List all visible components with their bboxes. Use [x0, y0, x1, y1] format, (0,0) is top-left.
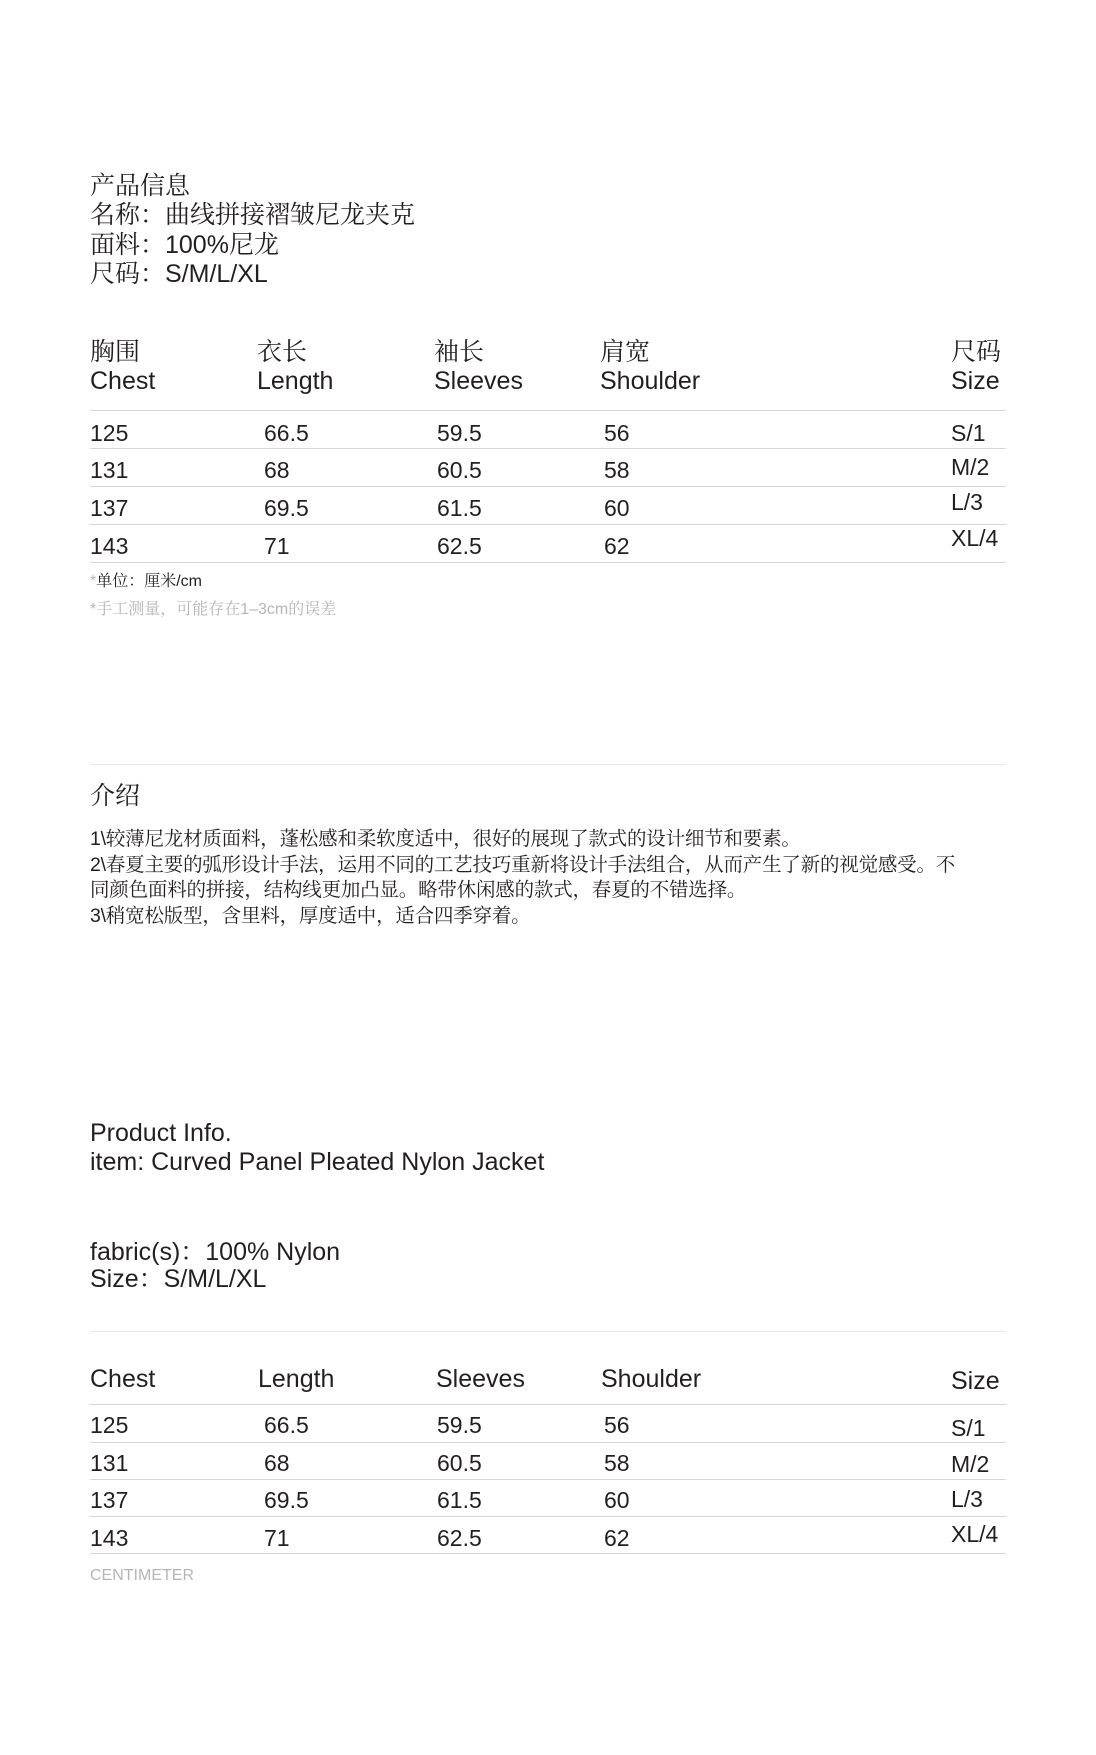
row-divider: [90, 448, 1006, 449]
cell-chest: 137: [90, 1487, 129, 1513]
cell-size: L/3: [951, 1486, 983, 1512]
row-divider: [90, 1553, 1006, 1554]
cell-chest: 143: [90, 1525, 129, 1551]
cell-sleeves: 62.5: [437, 533, 482, 559]
en-info-heading: Product Info.: [90, 1119, 232, 1147]
cell-size: M/2: [951, 1451, 990, 1477]
cn-info-size: 尺码：S/M/L/XL: [90, 260, 268, 288]
row-divider: [90, 1479, 1006, 1480]
row-divider: [90, 1516, 1006, 1517]
cell-chest: 131: [90, 1450, 129, 1476]
en-header-sleeves: Sleeves: [436, 1365, 525, 1393]
en-header-chest: Chest: [90, 1365, 156, 1393]
cell-length: 69.5: [264, 1487, 309, 1513]
cell-sleeves: 62.5: [437, 1525, 482, 1551]
cell-length: 71: [264, 533, 290, 559]
cell-chest: 143: [90, 533, 129, 559]
cn-header-shoulder-en: Shoulder: [600, 367, 701, 395]
cn-header-sleeves-en: Sleeves: [434, 367, 523, 395]
row-divider: [90, 562, 1006, 563]
cn-info-fabric: 面料：100%尼龙: [90, 231, 279, 259]
cell-shoulder: 58: [604, 1450, 630, 1476]
en-info-item: item: Curved Panel Pleated Nylon Jacket: [90, 1148, 545, 1176]
cn-header-chest-cn: 胸围: [90, 338, 141, 366]
cell-length: 71: [264, 1525, 290, 1551]
cell-sleeves: 60.5: [437, 457, 482, 483]
en-header-shoulder: Shoulder: [601, 1365, 702, 1393]
intro-heading: 介绍: [90, 782, 141, 810]
cell-length: 69.5: [264, 495, 309, 521]
cell-shoulder: 60: [604, 1487, 630, 1513]
cell-chest: 125: [90, 1412, 129, 1438]
en-table-rule: [90, 1404, 1006, 1405]
unit-caption: CENTIMETER: [90, 1567, 194, 1584]
cell-sleeves: 59.5: [437, 420, 482, 446]
cn-info-heading: 产品信息: [90, 172, 191, 200]
cell-size: S/1: [951, 1415, 986, 1441]
intro-line-4: 3\稍宽松版型，含里料，厚度适中，适合四季穿着。: [90, 905, 531, 927]
cn-header-shoulder-cn: 肩宽: [600, 338, 651, 366]
cell-size: XL/4: [951, 525, 999, 551]
cell-shoulder: 58: [604, 457, 630, 483]
cell-chest: 131: [90, 457, 129, 483]
cn-info-name: 名称：曲线拼接褶皱尼龙夹克: [90, 201, 416, 229]
intro-line-1: 1\较薄尼龙材质面料，蓬松感和柔软度适中，很好的展现了款式的设计细节和要素。: [90, 828, 801, 850]
intro-line-2: 2\春夏主要的弧形设计手法，运用不同的工艺技巧重新将设计手法组合，从而产生了新的视觉感受。不: [90, 854, 956, 876]
unit-note-star: *: [90, 573, 97, 590]
cell-sleeves: 59.5: [437, 1412, 482, 1438]
cell-shoulder: 62: [604, 533, 630, 559]
cell-length: 66.5: [264, 1412, 309, 1438]
section-divider: [90, 764, 1006, 765]
cn-header-length-en: Length: [257, 367, 334, 395]
cn-header-size-en: Size: [951, 367, 1000, 395]
cell-shoulder: 62: [604, 1525, 630, 1551]
cn-table-rule: [90, 410, 1006, 411]
cell-length: 66.5: [264, 420, 309, 446]
cell-shoulder: 56: [604, 1412, 630, 1438]
cell-size: M/2: [951, 454, 990, 480]
cell-shoulder: 60: [604, 495, 630, 521]
intro-line-3: 同颜色面料的拼接，结构线更加凸显。略带休闲感的款式，春夏的不错选择。: [90, 879, 747, 901]
cell-length: 68: [264, 457, 290, 483]
cn-header-size-cn: 尺码: [951, 338, 1002, 366]
row-divider: [90, 524, 1006, 525]
en-header-length: Length: [258, 1365, 335, 1393]
cn-header-sleeves-cn: 袖长: [434, 338, 485, 366]
en-header-size: Size: [951, 1367, 1000, 1395]
cell-size: S/1: [951, 420, 986, 446]
cell-sleeves: 60.5: [437, 1450, 482, 1476]
row-divider: [90, 486, 1006, 487]
unit-note: [90, 572, 202, 592]
cell-chest: 137: [90, 495, 129, 521]
cell-sleeves: 61.5: [437, 495, 482, 521]
cell-shoulder: 56: [604, 420, 630, 446]
cell-length: 68: [264, 1450, 290, 1476]
cell-sleeves: 61.5: [437, 1487, 482, 1513]
cell-chest: 125: [90, 420, 129, 446]
cn-header-chest-en: Chest: [90, 367, 156, 395]
en-info-fabric: fabric(s)：100% Nylon: [90, 1238, 341, 1266]
row-divider: [90, 1442, 1006, 1443]
en-info-size: Size：S/M/L/XL: [90, 1265, 267, 1293]
measurement-error-note: *手工测量，可能存在1–3cm的误差: [90, 601, 337, 618]
section-divider: [90, 1331, 1006, 1332]
cn-header-length-cn: 衣长: [257, 338, 308, 366]
cell-size: L/3: [951, 489, 983, 515]
cell-size: XL/4: [951, 1521, 999, 1547]
unit-note-text: 单位：厘米/cm: [96, 573, 203, 590]
